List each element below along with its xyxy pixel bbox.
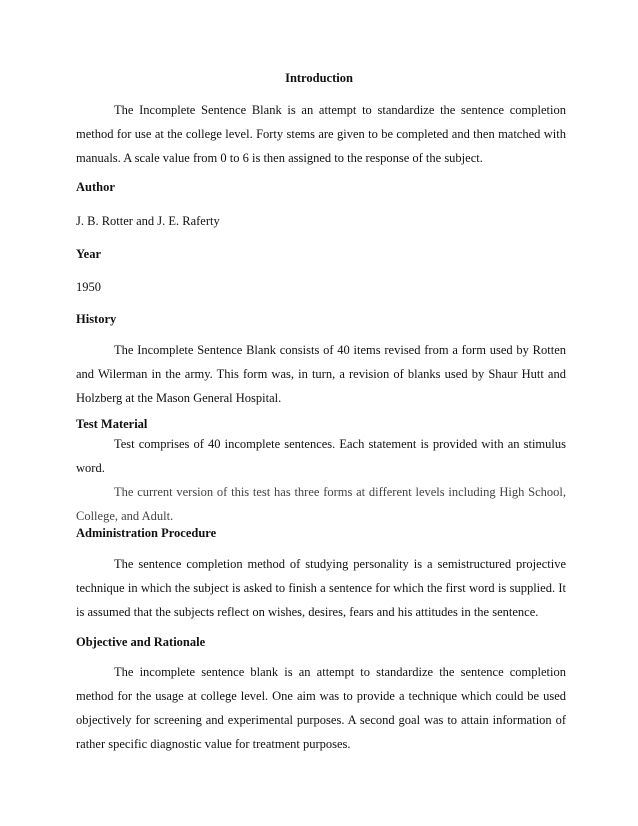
objective-line: The incomplete sentence blank is an attempt to standardize the sentence completion bbox=[114, 665, 566, 679]
test-material-heading: Test Material bbox=[76, 417, 148, 431]
objective-line: method for the usage at college level. One aim was to provide a technique which could be used bbox=[76, 689, 566, 703]
history-line: Holzberg at the Mason General Hospital. bbox=[76, 391, 282, 405]
intro-line: The Incomplete Sentence Blank is an attempt to standardize the sentence completion bbox=[114, 103, 566, 117]
history-line: and Wilerman in the army. This form was, in turn, a revision of blanks used by Shaur Hutt and bbox=[76, 367, 566, 381]
history-heading: History bbox=[76, 312, 117, 326]
administration-line: technique in which the subject is asked to finish a sentence for which the first word is supplied. It bbox=[76, 581, 566, 595]
intro-line: manuals. A scale value from 0 to 6 is then assigned to the response of the subject. bbox=[76, 151, 483, 165]
administration-paragraph bbox=[76, 552, 566, 624]
test-material-line: The current version of this test has three forms at different levels including High School, bbox=[114, 485, 566, 499]
objective-line: objectively for screening and experimental purposes. A second goal was to attain information of bbox=[76, 713, 566, 727]
year-text: 1950 bbox=[76, 280, 101, 294]
author-text: J. B. Rotter and J. E. Raferty bbox=[76, 214, 220, 228]
intro-line: method for use at the college level. Forty stems are given to be completed and then matched with bbox=[76, 127, 566, 141]
administration-heading: Administration Procedure bbox=[76, 526, 217, 540]
objective-line: rather specific diagnostic value for treatment purposes. bbox=[76, 737, 351, 751]
author-heading: Author bbox=[76, 180, 115, 194]
objective-heading: Objective and Rationale bbox=[76, 635, 206, 649]
test-material-line: word. bbox=[76, 461, 105, 475]
history-paragraph bbox=[76, 338, 566, 410]
objective-paragraph bbox=[76, 660, 566, 756]
history-line: The Incomplete Sentence Blank consists of 40 items revised from a form used by Rotten bbox=[114, 343, 566, 357]
year-heading: Year bbox=[76, 247, 101, 261]
page-title: Introduction bbox=[285, 71, 353, 85]
test-material-line: College, and Adult. bbox=[76, 509, 174, 523]
intro-paragraph bbox=[76, 98, 566, 170]
administration-line: is assumed that the subjects reflect on wishes, desires, fears and his attitudes in the sentence. bbox=[76, 605, 539, 619]
administration-line: The sentence completion method of studying personality is a semistructured projective bbox=[114, 557, 566, 571]
test-material-paragraph bbox=[76, 432, 566, 528]
test-material-line: Test comprises of 40 incomplete sentences. Each statement is provided with an stimulus bbox=[114, 437, 566, 451]
